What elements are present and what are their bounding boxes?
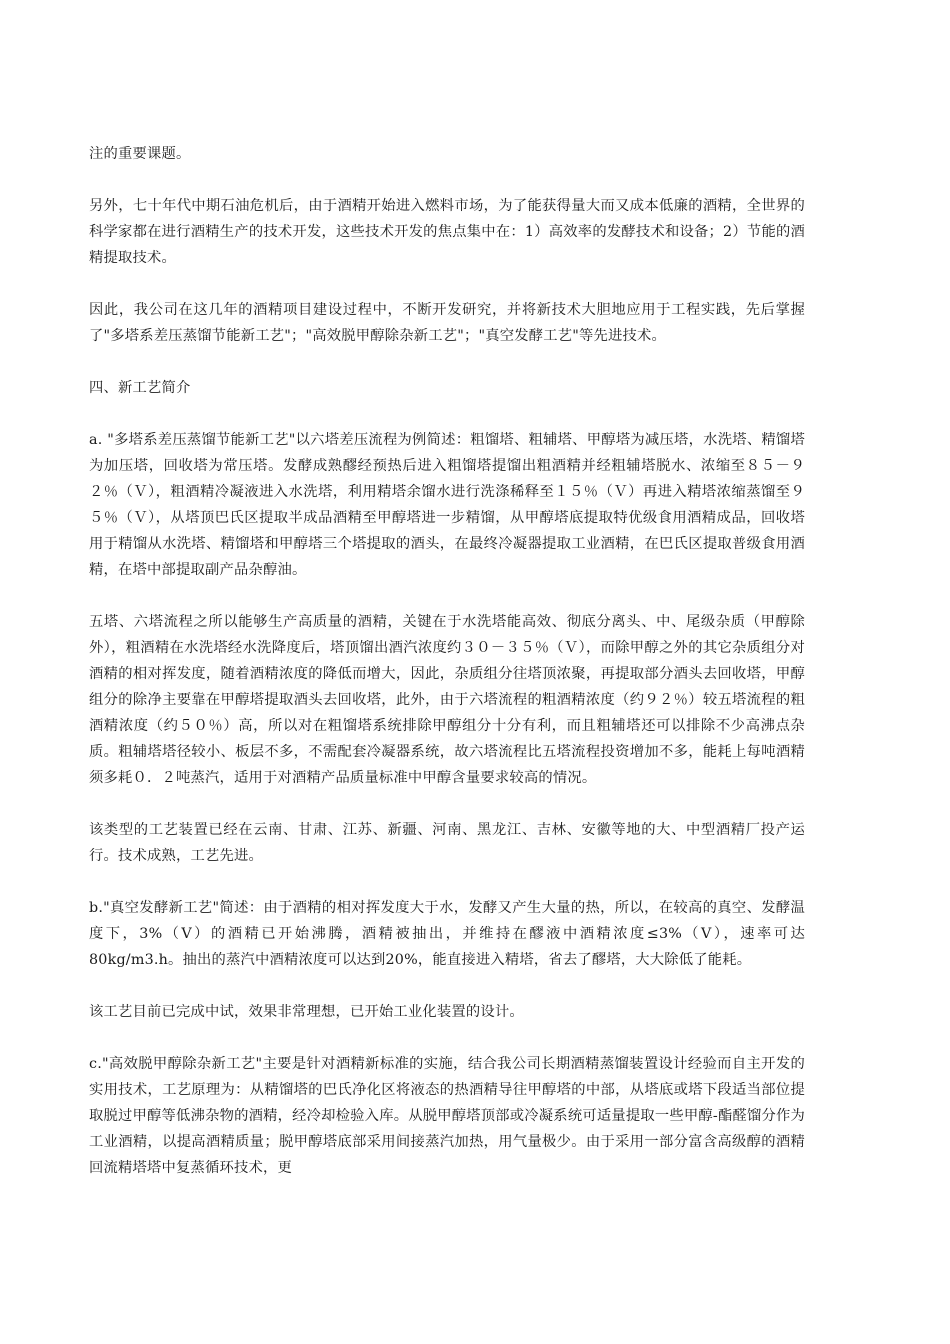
paragraph-multi-tower-distillation: a. "多塔系差压蒸馏节能新工艺"以六塔差压流程为例简述：粗馏塔、粗辅塔、甲醇塔为减压塔，水洗塔、精馏塔为加压塔，回收塔为常压塔。发酵成熟醪经预热后进入粗馏塔提馏出粗酒精并经粗辅塔脱水、浓缩至８５－９２％（Ｖ），粗酒精冷凝液进入水洗塔，利用精塔余馏水进行洗涤稀释至１５％（Ｖ）再进入精塔浓缩蒸馏至９５％（Ｖ），从塔顶巴氏区提取半成品酒精至甲醇塔进一步精馏，从甲醇塔底提取特优级食用酒精成品，回收塔用于精馏从水洗塔、精馏塔和甲醇塔三个塔提取的酒头，在最终冷凝器提取工业酒精，在巴氏区提取普级食用酒精，在塔中部提取副产品杂醇油。 <box>89 432 805 578</box>
paragraph-continuation: 注的重要课题。 <box>89 146 191 162</box>
paragraph-pilot-status: 该工艺目前已完成中试，效果非常理想，已开始工业化装置的设计。 <box>89 1004 524 1020</box>
paragraph-oil-crisis: 另外，七十年代中期石油危机后，由于酒精开始进入燃料市场，为了能获得量大而又成本低廉的酒精，全世界的科学家都在进行酒精生产的技术开发，这些技术开发的焦点集中在：1）高效率的发酵技术和设备；2）节能的酒精提取技术。 <box>89 198 805 266</box>
paragraph-vacuum-fermentation: b."真空发酵新工艺"简述：由于酒精的相对挥发度大于水，发酵又产生大量的热，所以，在较高的真空、发酵温度下，3%（V）的酒精已开始沸腾，酒精被抽出，并维持在醪液中酒精浓度≤3%（V），速率可达80kg/m3.h。抽出的蒸汽中酒精浓度可以达到20%，能直接进入精塔，省去了醪塔，大大除低了能耗。 <box>89 900 805 968</box>
paragraph-company-tech: 因此，我公司在这几年的酒精项目建设过程中，不断开发研究，并将新技术大胆地应用于工程实践，先后掌握了"多塔系差压蒸馏节能新工艺"；"高效脱甲醇除杂新工艺"；"真空发酵工艺"等先进技术。 <box>89 302 805 344</box>
document-body <box>89 141 805 1181</box>
paragraph-deployment: 该类型的工艺装置已经在云南、甘肃、江苏、新疆、河南、黑龙江、吉林、安徽等地的大、中型酒精厂投产运行。技术成熟，工艺先进。 <box>89 822 805 864</box>
paragraph-five-six-tower: 五塔、六塔流程之所以能够生产高质量的酒精，关键在于水洗塔能高效、彻底分离头、中、尾级杂质（甲醇除外），粗酒精在水洗塔经水洗降度后，塔顶馏出酒汽浓度约３０－３５％（Ｖ），而除甲醇之外的其它杂质组分对酒精的相对挥发度，随着酒精浓度的降低而增大，因此，杂质组分往塔顶浓聚，再提取部分酒头去回收塔，甲醇组分的除净主要靠在甲醇塔提取酒头去回收塔，此外，由于六塔流程的粗酒精浓度（约９２％）较五塔流程的粗酒精浓度（约５０％）高，所以对在粗馏塔系统排除甲醇组分十分有利，而且粗辅塔还可以排除不少高沸点杂质。粗辅塔塔径较小、板层不多，不需配套冷凝器系统，故六塔流程比五塔流程投资增加不多，能耗上每吨酒精须多耗０．２吨蒸汽，适用于对酒精产品质量标准中甲醇含量要求较高的情况。 <box>89 614 805 786</box>
section-heading-new-process: 四、新工艺简介 <box>89 380 191 396</box>
paragraph-methanol-removal: c."高效脱甲醇除杂新工艺"主要是针对酒精新标准的实施，结合我公司长期酒精蒸馏装置设计经验而自主开发的实用技术，工艺原理为：从精馏塔的巴氏净化区将液态的热酒精导往甲醇塔的中部，从塔底或塔下段适当部位提取脱过甲醇等低沸杂物的酒精，经冷却检验入库。从脱甲醇塔顶部或冷凝系统可适量提取一些甲醇-酯醛馏分作为工业酒精，以提高酒精质量；脱甲醇塔底部采用间接蒸汽加热，用气量极少。由于采用一部分富含高级醇的酒精回流精塔塔中复蒸循环技术，更 <box>89 1056 805 1176</box>
